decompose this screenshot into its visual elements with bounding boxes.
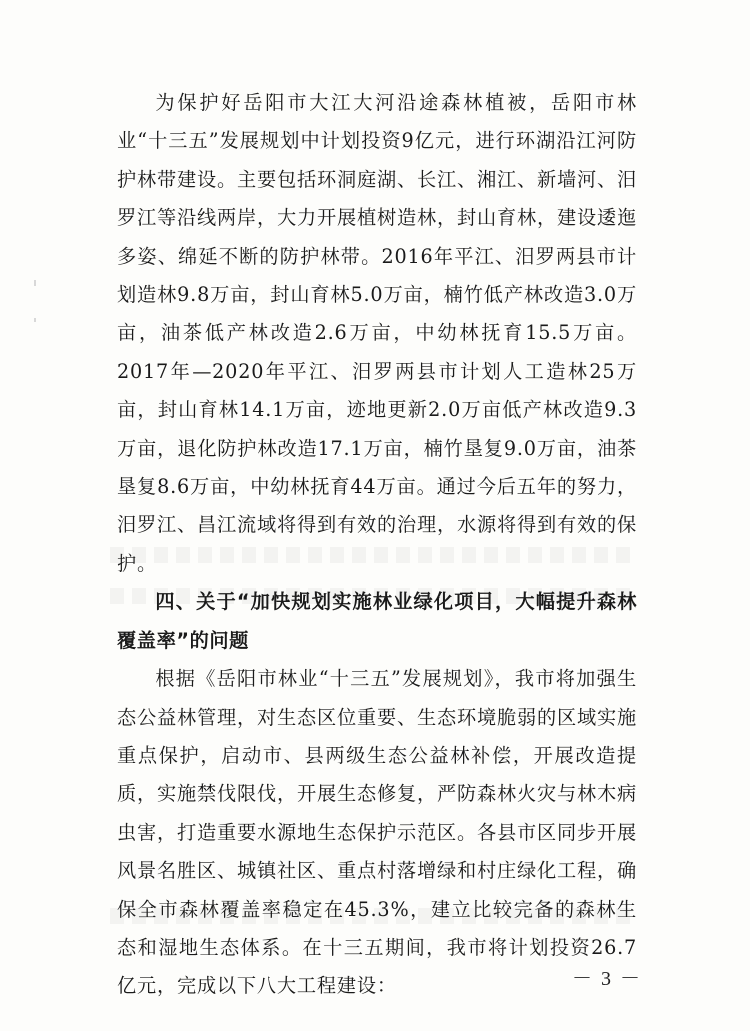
paragraph-forest-plan: 根据《岳阳市林业“十三五”发展规划》，我市将加强生态公益林管理，对生态区位重要、生态环境脆弱的区域实施重点保护，启动市、县两级生态公益林补偿，开展改造提质，实施禁伐限伐，开展生态修复，严防森林火灾与林木病虫害，打造重要水源地生态保护示范区。各县市区同步开展风景名胜区、城镇社区、重点村落增绿和村庄绿化工程，确保全市森林覆盖率稳定在45.3%，建立比较完备的森林生态和湿地生态体系。在十三五期间，我市将计划投资26.7亿元，完成以下八大工程建设：: [117, 667, 637, 998]
section-heading-four: 四、关于“加快规划实施林业绿化项目，大幅提升森林覆盖率”的问题: [117, 590, 637, 652]
document-body: [117, 84, 637, 1006]
page-number: － 3 －: [572, 968, 642, 990]
paragraph-protection-forest: 为保护好岳阳市大江大河沿途森林植被，岳阳市林业“十三五”发展规划中计划投资9亿元，进行环湖沿江河防护林带建设。主要包括环洞庭湖、长江、湘江、新墙河、汨罗江等沿线两岸，大力开展植树造林，封山育林，建设逶迤多姿、绵延不断的防护林带。2016年平江、汨罗两县市计划造林9.8万亩，封山育林5.0万亩，楠竹低产林改造3.0万亩，油茶低产林改造2.6万亩，中幼林抚育15.5万亩。2017年—2020年平江、汨罗两县市计划人工造林25万亩，封山育林14.1万亩，迹地更新2.0万亩低产林改造9.3万亩，退化防护林改造17.1万亩，楠竹垦复9.0万亩，油茶垦复8.6万亩，中幼林抚育44万亩。通过今后五年的努力，汨罗江、昌江流域将得到有效的治理，水源将得到有效的保护。: [117, 91, 637, 575]
scan-mark: [34, 280, 36, 286]
scan-mark: [34, 318, 36, 322]
